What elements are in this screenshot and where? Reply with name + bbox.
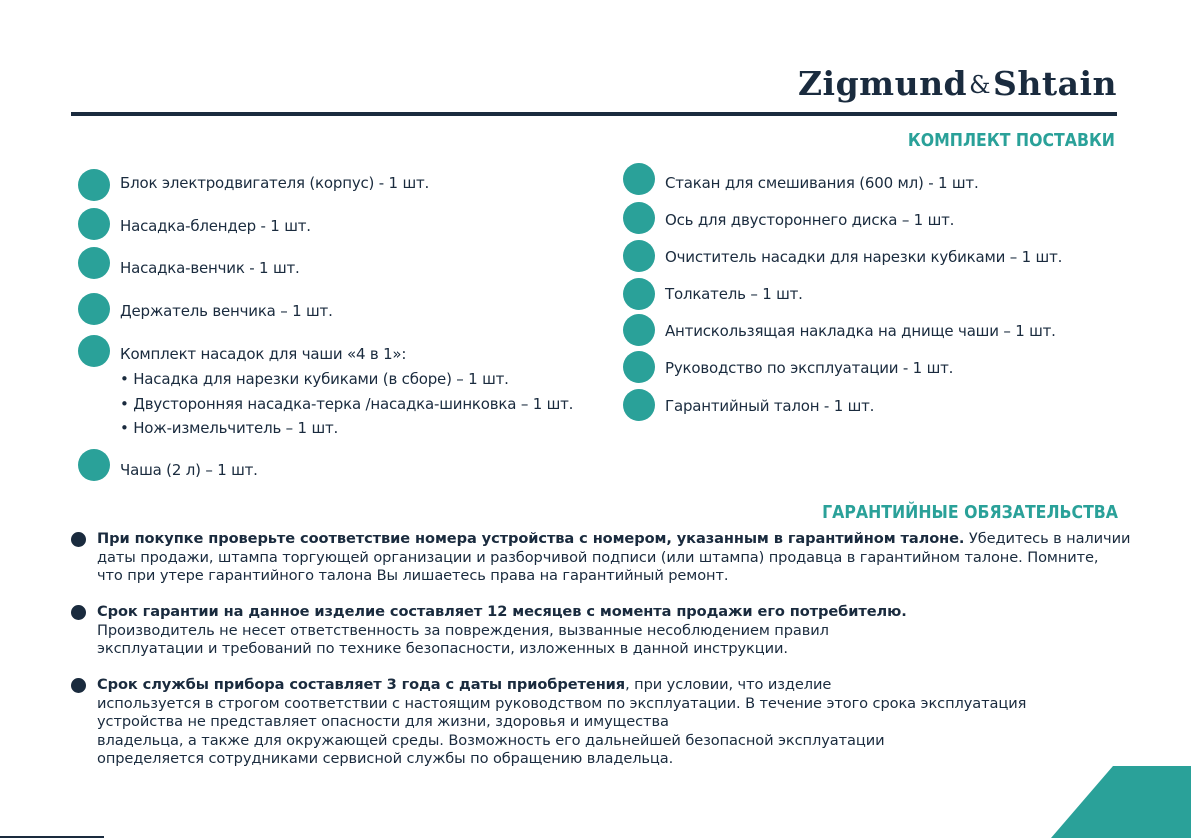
bullet-dot — [78, 335, 110, 367]
text-line: даты продажи, штампа торгующей организации и разборчивой подписи (или штампа) продавца в гарантийном талоне. Помните, — [97, 548, 1099, 566]
bullet-dot — [78, 449, 110, 481]
header-divider — [71, 112, 1117, 116]
kit-subitem: • Насадка для нарезки кубиками (в сборе) – 1 шт. — [120, 370, 509, 388]
kit-item-label: Стакан для смешивания (600 мл) - 1 шт. — [665, 174, 979, 192]
bullet-dot — [623, 278, 655, 310]
bullet-dot — [71, 605, 86, 620]
kit-item-label: Ось для двустороннего диска – 1 шт. — [665, 211, 955, 229]
text-span: Убедитесь в наличии — [964, 530, 1131, 547]
text-line: что при утере гарантийного талона Вы лишаетесь права на гарантийный ремонт. — [97, 567, 729, 584]
kit-item-label: Чаша (2 л) – 1 шт. — [120, 461, 258, 479]
text-line — [97, 676, 1121, 695]
kit-item-label: Блок электродвигателя (корпус) - 1 шт. — [120, 174, 430, 192]
text-line: Производитель не несет ответственность за повреждения, вызванные несоблюдением правил — [97, 621, 829, 639]
brand-ampersand: & — [969, 71, 992, 99]
warranty-section-title: ГАРАНТИЙНЫЕ ОБЯЗАТЕЛЬСТВА — [822, 503, 1118, 523]
kit-item-label: Комплект насадок для чаши «4 в 1»: — [120, 345, 407, 363]
bullet-dot — [623, 240, 655, 272]
kit-section-title: КОМПЛЕКТ ПОСТАВКИ — [907, 131, 1115, 151]
bullet-dot — [78, 293, 110, 325]
text-line — [97, 530, 1131, 549]
text-line: используется в строгом соответствии с настоящим руководством по эксплуатации. В течение этого срока эксплуатация — [97, 694, 1027, 712]
brand-logo — [798, 64, 1117, 103]
bullet-dot — [78, 247, 110, 279]
brand-name-left: Zigmund — [797, 64, 968, 103]
text-line: определяется сотрудниками сервисной службы по обращению владельца. — [97, 750, 674, 767]
bullet-dot — [623, 314, 655, 346]
text-line — [97, 603, 1121, 622]
kit-item-label: Насадка-венчик - 1 шт. — [120, 259, 300, 277]
bullet-dot — [78, 208, 110, 240]
kit-item-label: Антискользящая накладка на днище чаши – 1 шт. — [665, 322, 1056, 340]
kit-item-label: Насадка-блендер - 1 шт. — [120, 217, 311, 235]
text-line: устройства не представляет опасности для жизни, здоровья и имущества — [97, 713, 669, 730]
bullet-dot — [623, 351, 655, 383]
bullet-dot — [623, 163, 655, 195]
warranty-paragraph-text — [97, 676, 1121, 769]
kit-item-label: Толкатель – 1 шт. — [665, 285, 803, 303]
kit-item-label: Руководство по эксплуатации - 1 шт. — [665, 359, 954, 377]
text-line: владельца, а также для окружающей среды. Возможность его дальнейшей безопасной эксплуатации — [97, 731, 885, 749]
kit-subitem: • Двусторонняя насадка-терка /насадка-шинковка – 1 шт. — [120, 395, 574, 413]
bullet-dot — [623, 389, 655, 421]
bullet-dot — [78, 169, 110, 201]
bold-text: При покупке проверьте соответствие номера устройства с номером, указанным в гарантийном талоне. — [97, 530, 965, 547]
corner-decoration — [1051, 766, 1191, 838]
bullet-dot — [71, 532, 86, 547]
bullet-dot — [623, 202, 655, 234]
kit-item-label: Держатель венчика – 1 шт. — [120, 302, 333, 320]
warranty-paragraph-text — [97, 603, 1121, 659]
bold-text: Срок службы прибора составляет 3 года с даты приобретения — [97, 676, 626, 693]
kit-item-label: Очиститель насадки для нарезки кубиками – 1 шт. — [665, 248, 1063, 266]
text-line: эксплуатации и требований по технике безопасности, изложенных в данной инструкции. — [97, 640, 788, 657]
warranty-paragraph-text — [97, 530, 1131, 586]
bullet-dot — [71, 678, 86, 693]
brand-name-right: Shtain — [993, 64, 1117, 103]
kit-item-label: Гарантийный талон - 1 шт. — [665, 397, 875, 415]
kit-subitem: • Нож-измельчитель – 1 шт. — [120, 419, 339, 437]
bold-text: Срок гарантии на данное изделие составляет 12 месяцев с момента продажи его потребителю. — [97, 603, 907, 620]
text-span: , при условии, что изделие — [625, 676, 832, 693]
